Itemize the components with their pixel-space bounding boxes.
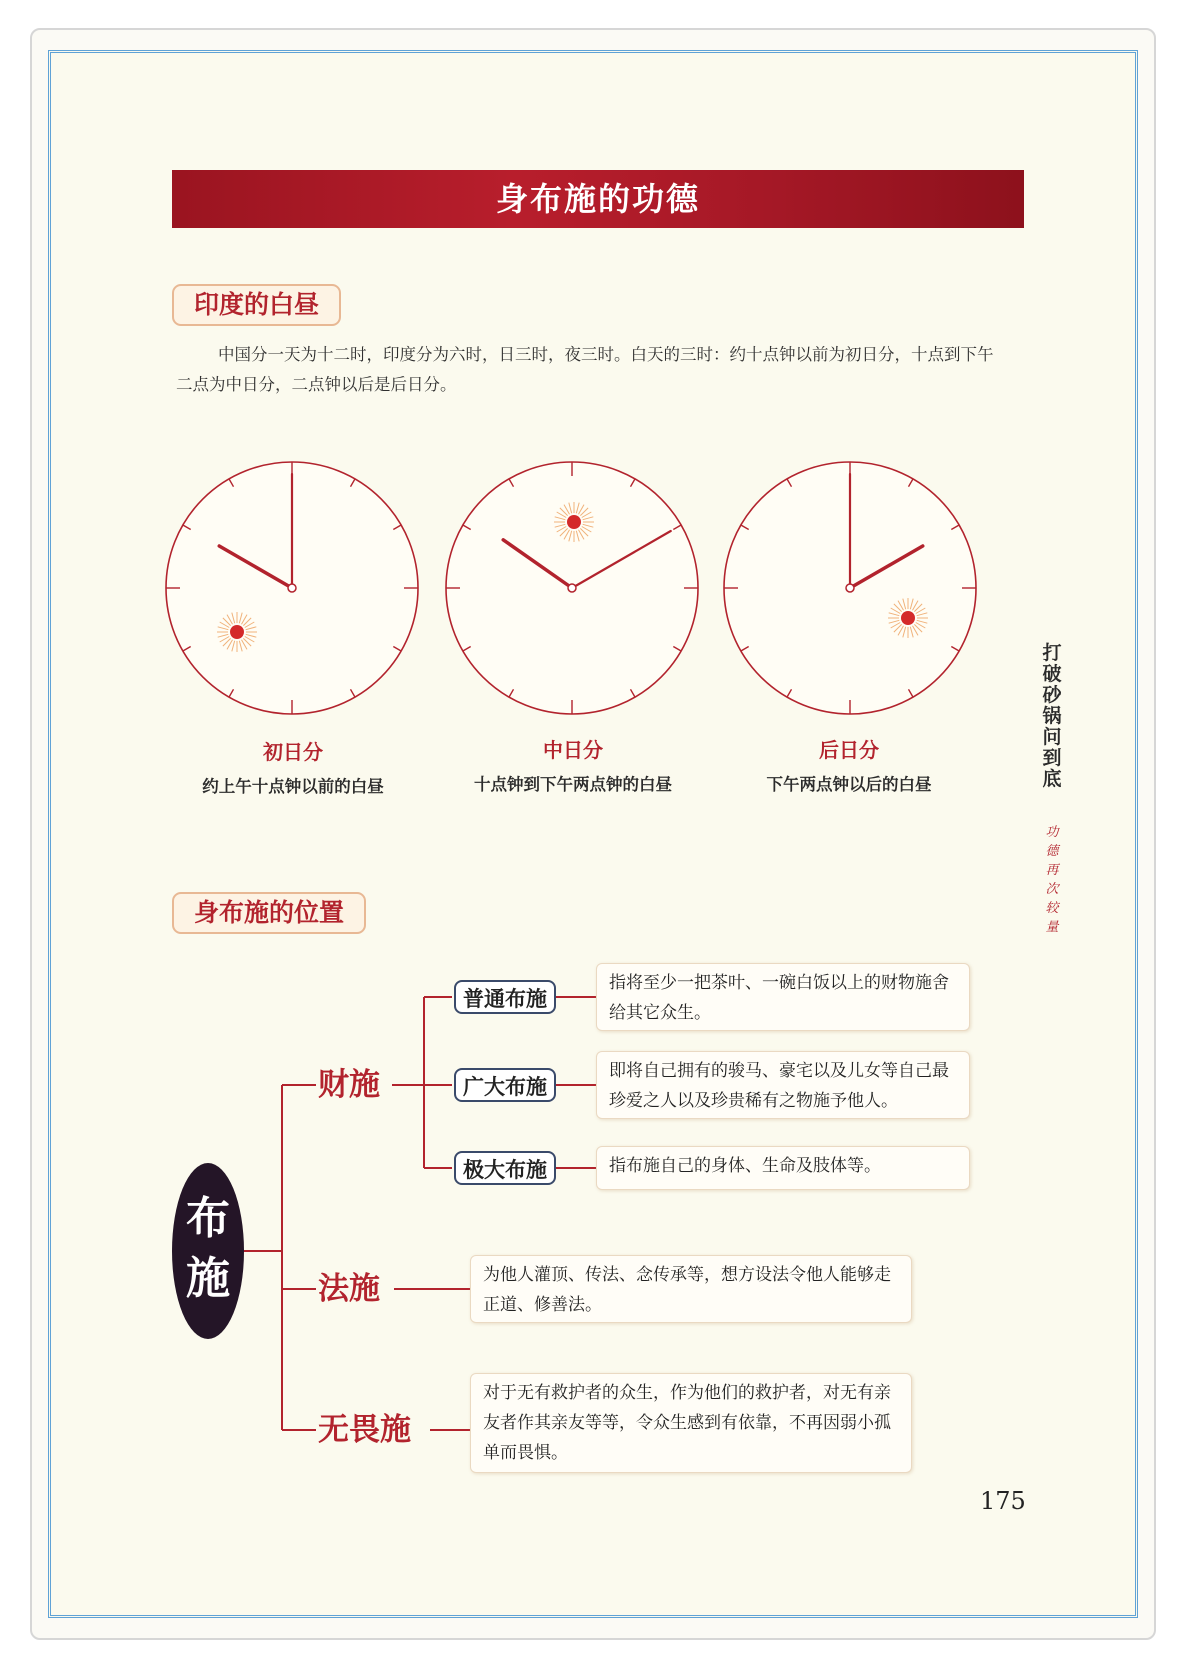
side-subtitle: 功德再次较量 xyxy=(1045,825,1059,935)
page-number: 175 xyxy=(980,1487,1026,1515)
desc-ordinary-giving: 指将至少一把茶叶、一碗白饭以上的财物施舍给其它众生。 xyxy=(596,963,970,1031)
category-dharma-giving: 法施 xyxy=(318,1271,380,1307)
side-title: 打破砂锅问到底 xyxy=(1042,642,1062,790)
subcategory-ordinary-giving: 普通布施 xyxy=(454,980,556,1014)
clock-title-afternoon: 后日分 xyxy=(819,738,879,762)
section-tag-body-giving: 身布施的位置 xyxy=(172,892,366,934)
category-wealth-giving: 财施 xyxy=(318,1067,380,1103)
section-tag-indian-daytime: 印度的白昼 xyxy=(172,284,341,326)
subcategory-great-giving: 广大布施 xyxy=(454,1068,556,1102)
root-node-giving: 布施 xyxy=(172,1163,244,1339)
clock-desc-afternoon: 下午两点钟以后的白昼 xyxy=(766,775,932,794)
clock-title-morning: 初日分 xyxy=(263,740,323,764)
intro-paragraph: 中国分一天为十二时，印度分为六时，日三时，夜三时。白天的三时：约十点钟以前为初日分，十点到下午二点为中日分，二点钟以后是后日分。 xyxy=(176,345,994,394)
desc-fearless-giving: 对于无有救护者的众生，作为他们的救护者，对无有亲友者作其亲友等等，令众生感到有依靠，不再因弱小孤单而畏惧。 xyxy=(470,1373,912,1473)
clock-title-midday: 中日分 xyxy=(543,738,603,762)
clock-desc-morning: 约上午十点钟以前的白昼 xyxy=(202,777,384,796)
clock-desc-midday: 十点钟到下午两点钟的白昼 xyxy=(474,775,672,794)
subcategory-supreme-giving: 极大布施 xyxy=(454,1151,556,1185)
desc-great-giving: 即将自己拥有的骏马、豪宅以及儿女等自己最珍爱之人以及珍贵稀有之物施予他人。 xyxy=(596,1051,970,1119)
desc-dharma-giving: 为他人灌顶、传法、念传承等，想方设法令他人能够走正道、修善法。 xyxy=(470,1255,912,1323)
desc-supreme-giving: 指布施自己的身体、生命及肢体等。 xyxy=(596,1146,970,1190)
page-title: 身布施的功德 xyxy=(172,170,1024,228)
category-fearless-giving: 无畏施 xyxy=(318,1412,411,1448)
